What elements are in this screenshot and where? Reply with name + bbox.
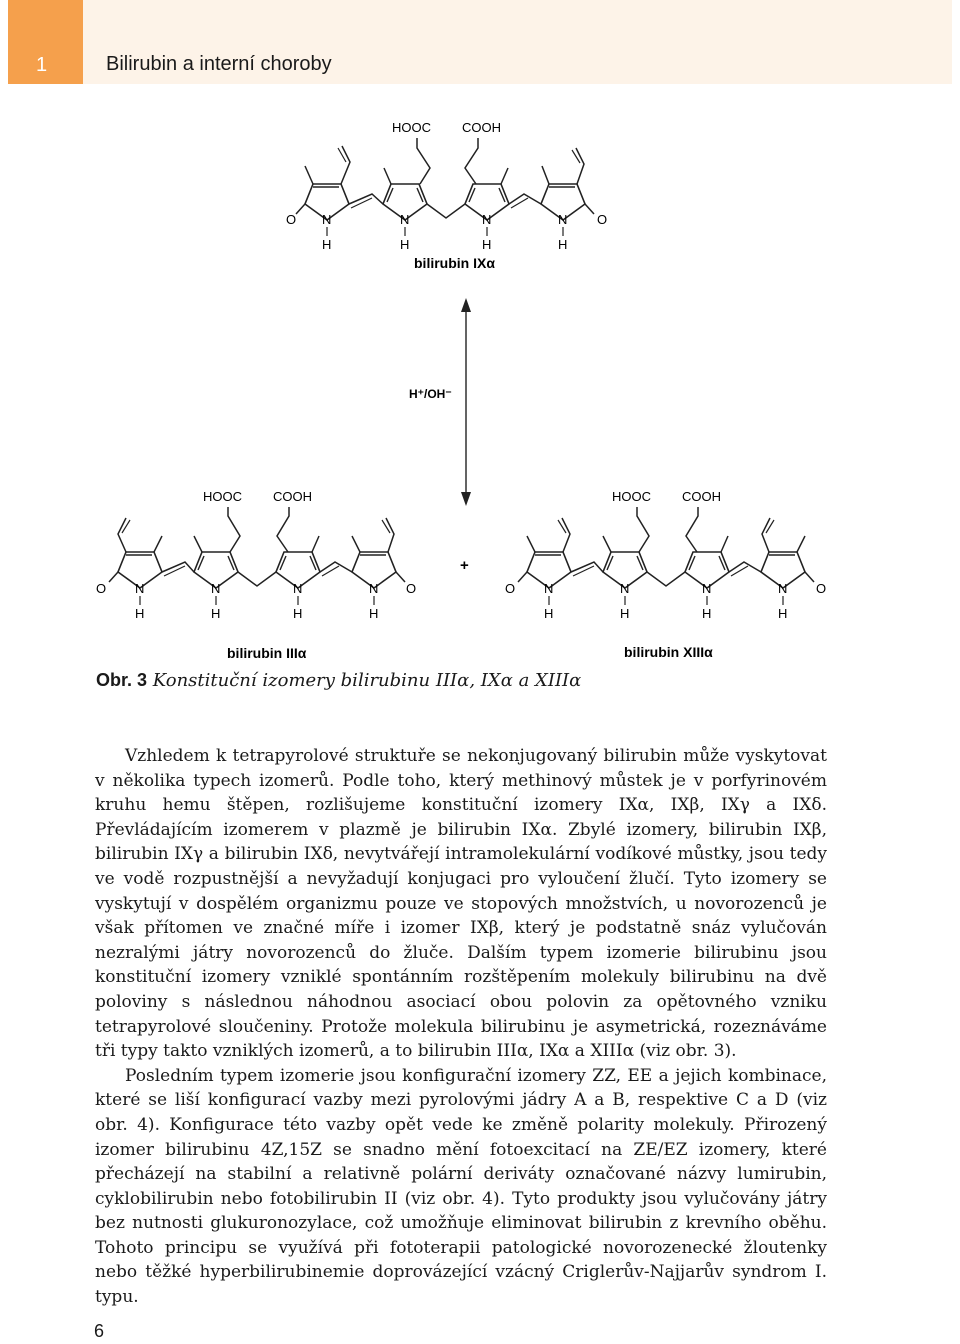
svg-text:H: H xyxy=(211,606,221,621)
svg-text:N: N xyxy=(544,581,554,596)
svg-text:O: O xyxy=(286,212,297,227)
svg-text:N: N xyxy=(558,212,568,227)
svg-text:H: H xyxy=(322,237,332,252)
body-text xyxy=(95,744,827,1310)
chapter-title: Bilirubin a interní choroby xyxy=(106,53,332,75)
svg-text:N: N xyxy=(620,581,630,596)
svg-text:N: N xyxy=(135,581,145,596)
page-number: 6 xyxy=(94,1321,105,1341)
svg-text:H: H xyxy=(482,237,492,252)
svg-text:H: H xyxy=(400,237,410,252)
svg-text:O: O xyxy=(96,581,107,596)
equilibrium-label: H⁺/OH⁻ xyxy=(409,387,452,401)
caption-text: Konstituční izomery bilirubinu IIIα, IXα a XIIIα xyxy=(152,670,582,691)
svg-text:H: H xyxy=(293,606,303,621)
svg-text:N: N xyxy=(211,581,221,596)
acid-label-right: COOH xyxy=(462,120,501,135)
molecule-bilirubin-xiii-alpha xyxy=(505,489,826,660)
svg-text:O: O xyxy=(597,212,608,227)
svg-text:N: N xyxy=(778,581,788,596)
plus-sign: + xyxy=(460,557,469,574)
svg-text:N: N xyxy=(400,212,410,227)
molecule-name-ix-alpha: bilirubin IXα xyxy=(414,255,495,271)
caption-label: Obr. 3 xyxy=(96,670,148,690)
molecule-name-iii-alpha: bilirubin IIIα xyxy=(227,645,307,661)
svg-text:COOH: COOH xyxy=(273,489,312,504)
svg-text:H: H xyxy=(369,606,379,621)
svg-text:O: O xyxy=(406,581,417,596)
molecule-bilirubin-iii-alpha xyxy=(96,489,416,661)
chapter-number: 1 xyxy=(36,54,48,76)
svg-text:N: N xyxy=(482,212,492,227)
svg-text:COOH: COOH xyxy=(682,489,721,504)
svg-text:N: N xyxy=(369,581,379,596)
svg-text:H: H xyxy=(135,606,145,621)
svg-text:HOOC: HOOC xyxy=(612,489,651,504)
figure-caption xyxy=(96,670,856,691)
svg-text:O: O xyxy=(816,581,827,596)
svg-text:N: N xyxy=(293,581,303,596)
svg-text:H: H xyxy=(558,237,568,252)
svg-text:H: H xyxy=(702,606,712,621)
paragraph: Posledním typem izomerie jsou konfigurační izomery ZZ, EE a jejich kombinace, které se liší konfigurací vazby mezi pyrolovými jádry A a B, respektive C a D (viz obr. 4). Konfigurace této vazby opět vede ke změně polarity molekuly. Přirozený izomer bilirubinu 4Z,15Z se snadno mění fotoexcitací na ZE/EZ izomery, které přecházejí na stabilní a relativně polární deriváty označované názvy lumirubin, cyklobilirubin nebo fotobilirubin II (viz obr. 4). Tyto produkty jsou vylučovány játry bez nutnosti glukuronozylace, což umožňuje eliminovat bilirubin z krevního oběhu. Tohoto principu se využívá při fototerapii patologické novorozenecké žloutenky nebo těžké hyperbilirubinemie doprovázející vzácný Criglerův-Najjarův syndrom I. typu. xyxy=(95,1065,827,1308)
svg-text:HOOC: HOOC xyxy=(203,489,242,504)
paragraph: Vzhledem k tetrapyrolové struktuře se nekonjugovaný bilirubin může vyskytovat v několika typech izomerů. Podle toho, který methinový můstek je v porfyrinovém kruhu hemu štěpen, rozlišujeme konstituční izomery IXα, IXβ, IXγ a IXδ. Převládajícím izomerem v plazmě je bilirubin IXα. Zbylé izomery, bilirubin IXβ, bilirubin IXγ a bilirubin IXδ, nevytvářejí intramolekulární vodíkové můstky, jsou tedy ve vodě rozpustnější a nevyžadují konjugaci pro vyloučení žlučí. Tyto izomery se vyskytují v dospělém organizmu pouze ve stopových množstvích, u novorozenců je však přítomen ve značné míře i izomer IXβ, který je podstatně snáz vylučován nezralými játry novorozenců do žluče. Dalším typem izomerie bilirubinu jsou konstituční izomery vzniklé spontánním rozštěpením molekuly bilirubinu na dvě poloviny s následnou náhodnou asociací obou polovin za opětovného vzniku tetrapyrolové sloučeniny. Protože molekula bilirubinu je asymetrická, rozeznáváme tři typy takto vzniklých izomerů, a to bilirubin IIIα, IXα a XIIIα (viz obr. 3). xyxy=(95,746,827,1062)
svg-text:N: N xyxy=(322,212,332,227)
acid-label-left: HOOC xyxy=(392,120,431,135)
equilibrium-arrow xyxy=(409,298,471,506)
svg-text:H: H xyxy=(778,606,788,621)
molecule-bilirubin-ix-alpha xyxy=(286,120,607,271)
svg-text:H: H xyxy=(544,606,554,621)
svg-text:O: O xyxy=(505,581,516,596)
svg-text:N: N xyxy=(702,581,712,596)
molecule-name-xiii-alpha: bilirubin XIIIα xyxy=(624,644,713,660)
svg-text:H: H xyxy=(620,606,630,621)
